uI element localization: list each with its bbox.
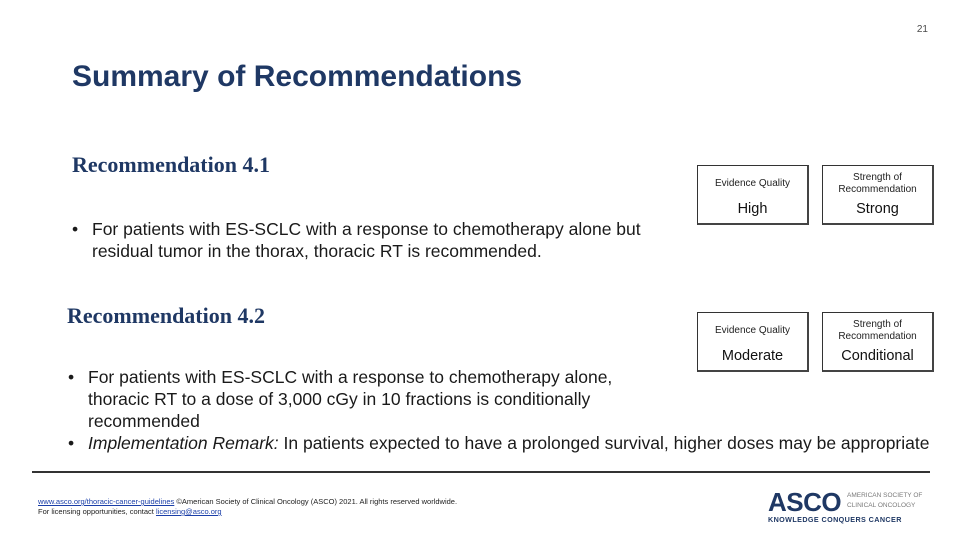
page-number: 21 [916,24,928,35]
asco-logo [768,487,930,525]
recommendation-4-2-heading: Recommendation 4.2 [67,303,265,328]
strength-label: Strength of Recommendation [838,319,917,342]
strength-label: Strength of Recommendation [838,172,917,195]
footer-copyright-line [38,497,457,507]
recommendation-4-1-bullets [72,218,692,262]
implementation-remark-label: Implementation Remark: [88,433,279,453]
implementation-remark [68,432,930,454]
evidence-quality-label: Evidence Quality [714,325,791,336]
logo-tagline: KNOWLEDGE CONQUERS CANCER [768,515,902,524]
evidence-quality-box-4-2 [697,312,809,372]
strength-box-4-2 [822,312,934,372]
recommendation-4-2-bullets [68,366,628,432]
licensing-email-link[interactable]: licensing@asco.org [155,507,222,516]
implementation-remark-text: In patients expected to have a prolonged survival, higher doses may be appropriate [278,433,930,453]
evidence-quality-value: Moderate [721,348,784,364]
logo-line-2: CLINICAL ONCOLOGY [847,502,916,509]
page-title: Summary of Recommendations [72,60,523,93]
footer-text [38,497,457,517]
logo-wordmark: ASCO [768,487,842,517]
bullet-item: • For patients with ES-SCLC with a response to chemotherapy alone, thoracic RT to a dose of 3,000 cGy in 10 fractions is conditionally recommended [68,366,628,432]
evidence-quality-value: High [737,201,768,217]
strength-value: Strong [856,201,899,217]
evidence-quality-box-4-1 [697,165,809,225]
strength-value: Conditional [841,348,914,364]
bullet-item [68,432,930,454]
evidence-quality-label: Evidence Quality [714,178,791,189]
footer-licensing-line [38,507,457,517]
recommendation-4-1-heading: Recommendation 4.1 [72,152,270,177]
bullet-item: • For patients with ES-SCLC with a response to chemotherapy alone but residual tumor in the thorax, thoracic RT is recommended. [72,218,692,262]
guidelines-link[interactable]: www.asco.org/thoracic-cancer-guidelines [38,497,175,506]
strength-box-4-1 [822,165,934,225]
logo-line-1: AMERICAN SOCIETY OF [847,492,923,499]
copyright-text: ©American Society of Clinical Oncology (ASCO) 2021. All rights reserved worldwide. [174,497,458,506]
licensing-prefix: For licensing opportunities, contact [38,507,156,516]
footer-divider [32,471,930,473]
